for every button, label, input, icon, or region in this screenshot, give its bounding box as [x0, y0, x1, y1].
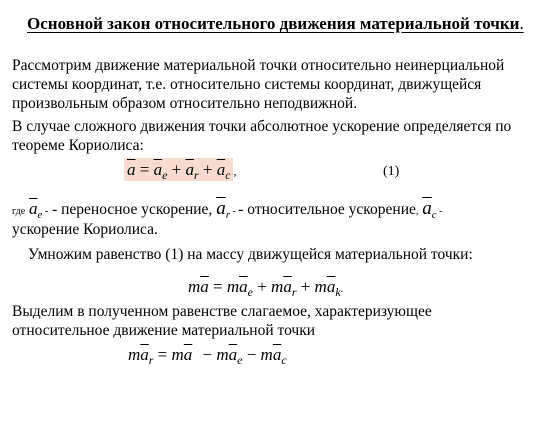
- eq3-equals: =: [157, 345, 168, 364]
- def-sub-c: c: [431, 209, 437, 221]
- eq2-plus-2: +: [300, 277, 311, 296]
- eq2-m-3: m: [271, 277, 284, 296]
- eq1-sub-c: c: [225, 168, 231, 182]
- paragraph-4-line-1: Выделим в полученном равенстве слагаемое, характеризующее: [12, 303, 432, 320]
- eq1-a-r: $\overline{a}$: [185, 160, 194, 179]
- eq2-m-4: m: [314, 277, 327, 296]
- where-prefix: где: [12, 206, 26, 217]
- eq2-plus-1: +: [257, 277, 267, 296]
- eq1-comma: ,: [233, 164, 237, 178]
- equation-1-number: (1): [383, 164, 400, 179]
- def-sub-e: e: [37, 209, 43, 221]
- transport-acceleration-label: - переносное ускорение,: [48, 201, 213, 218]
- eq3-a-c: $\overline{a}$: [272, 345, 282, 364]
- eq3-m-1: m: [128, 345, 141, 364]
- eq3-a-e: $\overline{a}$: [228, 345, 238, 364]
- eq3-m-4: m: [260, 345, 273, 364]
- paragraph-3: Умножим равенство (1) на массу движущейся материальной точки:: [28, 246, 473, 263]
- definitions-line: [12, 198, 442, 221]
- equation-3: [128, 345, 287, 368]
- title-text: Основной закон относительного движения материальной точки: [27, 14, 520, 33]
- eq2-dot: .: [340, 284, 344, 295]
- page-title: [27, 14, 524, 34]
- paragraph-2: [12, 117, 511, 155]
- paragraph-2-line-1: В случае сложного движения точки абсолютное ускорение определяется по: [12, 118, 512, 135]
- paragraph-1-line-1: Рассмотрим движение материальной точки относительно неинерциальной: [12, 57, 505, 74]
- eq1-sub-r: r: [193, 168, 199, 182]
- eq3-sub-e: e: [237, 353, 243, 367]
- eq3-sub-r: r: [148, 353, 154, 367]
- def-sub-r: r: [225, 209, 230, 221]
- relative-acceleration-label: - относительное ускорение: [238, 201, 416, 218]
- paragraph-4: [12, 302, 432, 340]
- eq2-m-1: m: [188, 277, 201, 296]
- equation-1-formula: [124, 158, 233, 181]
- def-dash-3: -: [436, 206, 443, 217]
- eq1-sub-e: e: [162, 168, 168, 182]
- def-comma: ,: [415, 206, 419, 217]
- eq3-sub-c: c: [281, 353, 287, 367]
- paragraph-2-line-2: теореме Кориолиса:: [12, 137, 144, 154]
- def-a-r: $\overline{a}$: [216, 198, 226, 219]
- eq2-sub-k: k: [335, 285, 341, 299]
- eq2-a-k: $\overline{a}$: [326, 277, 336, 296]
- eq3-minus-1: −: [202, 345, 213, 364]
- eq1-a-e: $\overline{a}$: [153, 160, 163, 179]
- paragraph-1: [12, 56, 504, 113]
- paragraph-1-line-2: системы координат, т.е. относительно системы координат, движущейся: [12, 76, 482, 93]
- eq1-plus-1: +: [171, 160, 182, 179]
- eq2-a-e: $\overline{a}$: [239, 277, 248, 296]
- def-a-c: $\overline{a}$: [422, 198, 432, 219]
- eq1-a-c: $\overline{a}$: [216, 160, 226, 179]
- eq1-equals: =: [139, 160, 150, 179]
- eq3-m-3: m: [216, 345, 229, 364]
- eq2-m-2: m: [226, 277, 240, 296]
- eq2-a: $\overline{a}$: [200, 277, 209, 296]
- title-period: .: [519, 14, 524, 33]
- paragraph-4-line-2: относительное движение материальной точки: [12, 322, 316, 339]
- eq1-a: $\overline{a}$: [127, 160, 136, 179]
- eq3-a-r: $\overline{a}$: [140, 345, 149, 364]
- def-a-e: $\overline{a}$: [29, 199, 38, 218]
- def-dash-1: -: [42, 206, 49, 217]
- equation-2: [188, 277, 343, 300]
- eq3-m-2: m: [171, 345, 184, 364]
- eq2-a-r: $\overline{a}$: [283, 277, 292, 296]
- def-dash-2: -: [229, 206, 239, 217]
- eq3-minus-2: −: [246, 345, 257, 364]
- coriolis-acceleration-label: ускорение Кориолиса.: [12, 221, 158, 238]
- equation-1: [124, 160, 236, 183]
- paragraph-1-line-3: произвольным образом относительно неподвижной.: [12, 95, 358, 112]
- eq2-equals: =: [213, 277, 223, 296]
- eq2-sub-r: r: [291, 285, 297, 299]
- eq1-plus-2: +: [202, 160, 213, 179]
- eq3-a: $\overline{a}$: [183, 345, 193, 364]
- eq2-sub-e: e: [247, 285, 253, 299]
